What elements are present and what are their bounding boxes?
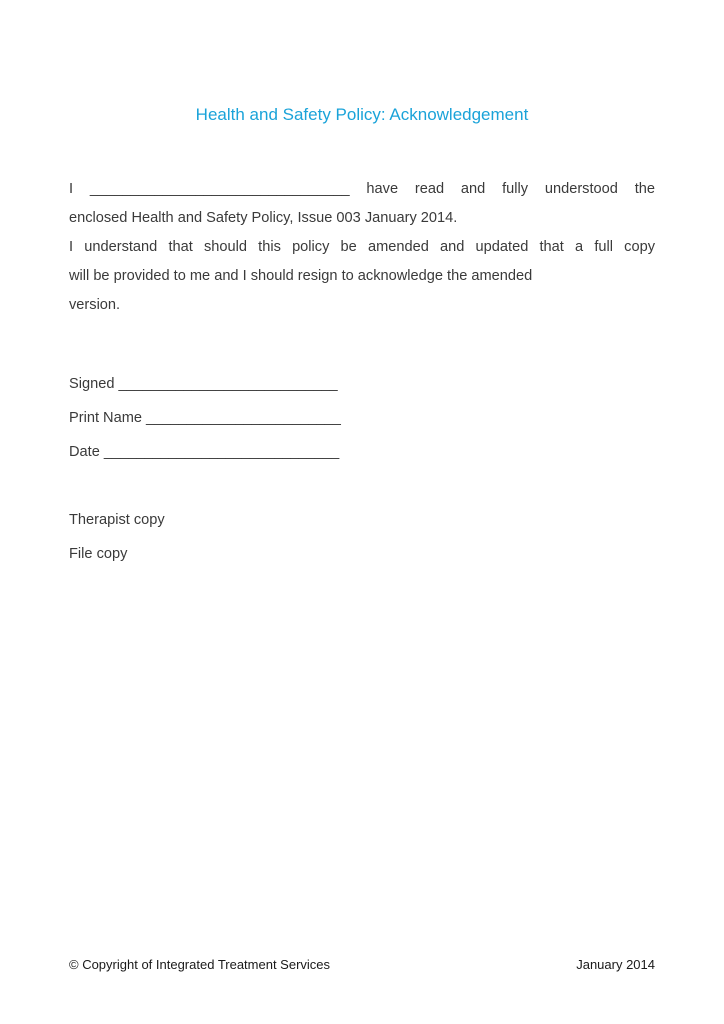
therapist-copy-label: Therapist copy xyxy=(69,512,165,528)
file-copy-label: File copy xyxy=(69,546,128,562)
date-line: Date _____________________________ xyxy=(69,444,340,460)
footer-copyright: © Copyright of Integrated Treatment Services xyxy=(69,957,331,972)
acknowledgement-line-3: I understand that should this policy be amended and updated that a full copy xyxy=(69,239,655,255)
acknowledgement-line-1: I ________________________________ have read and fully understood the xyxy=(69,181,655,197)
signed-line: Signed ___________________________ xyxy=(69,376,338,392)
footer-date: January 2014 xyxy=(576,957,655,972)
print-name-line: Print Name ________________________ xyxy=(69,410,341,426)
signature-block xyxy=(69,367,341,469)
acknowledgement-paragraph xyxy=(69,175,655,320)
acknowledgement-line-5: version. xyxy=(69,297,121,313)
acknowledgement-line-2: enclosed Health and Safety Policy, Issue 003 January 2014. xyxy=(69,210,458,226)
copies-list xyxy=(69,503,165,571)
page-title: Health and Safety Policy: Acknowledgement xyxy=(195,105,529,124)
acknowledgement-line-4: will be provided to me and I should resign to acknowledge the amended xyxy=(69,268,533,284)
